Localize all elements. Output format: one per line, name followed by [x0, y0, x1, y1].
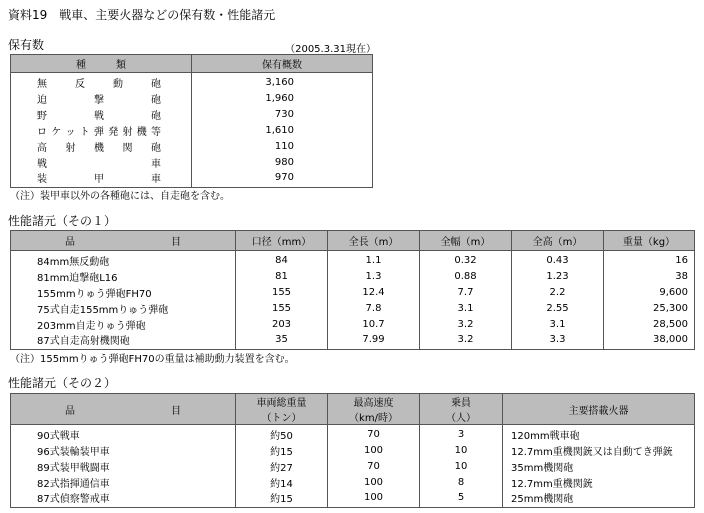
caliber-cell: 203 [236, 316, 328, 332]
table-row [11, 170, 373, 188]
max-speed-cell: 70 [328, 425, 420, 443]
type-label [37, 155, 161, 170]
length-cell: 7.99 [328, 332, 420, 350]
height-cell: 2.2 [512, 284, 604, 300]
count-cell: 110 [192, 138, 373, 154]
header-crew [420, 394, 503, 425]
type-label [37, 170, 161, 185]
length-cell: 7.8 [328, 300, 420, 316]
max-speed-cell: 100 [328, 474, 420, 490]
count-cell: 980 [192, 154, 373, 170]
holdings-note: （注）装甲車以外の各種砲には、自走砲を含む。 [10, 191, 230, 202]
width-cell: 0.32 [420, 251, 512, 269]
type-cell [11, 122, 192, 138]
weapons-cell: 120mm戦車砲 [503, 425, 695, 443]
type-cell [11, 170, 192, 188]
item-cell: 155mmりゅう弾砲FH70 [11, 284, 236, 300]
type-char: 弾 [94, 126, 104, 138]
table-row [11, 458, 695, 474]
item-cell: 82式指揮通信車 [11, 474, 236, 490]
item-cell: 96式装輪装甲車 [11, 442, 236, 458]
weight-cell: 38,000 [604, 332, 695, 350]
item-cell: 203mm自走りゅう弾砲 [11, 316, 236, 332]
height-cell: 3.3 [512, 332, 604, 350]
holdings-table [10, 54, 373, 188]
type-char: 戦 [37, 158, 47, 170]
crew-cell: 8 [420, 474, 503, 490]
weight-cell: 25,300 [604, 300, 695, 316]
spec1-note: （注）155mmりゅう弾砲FH70の重量は補助動力装置を含む。 [10, 354, 295, 365]
header-line: 乗員 [451, 398, 471, 409]
type-char: ロ [37, 126, 47, 138]
spec2-table [10, 393, 695, 508]
type-char: 機 [136, 126, 147, 138]
vehicle-weight-cell: 約15 [236, 442, 328, 458]
item-cell: 90式戦車 [11, 425, 236, 443]
header-length: 全長（m） [328, 231, 420, 251]
header-width: 全幅（m） [420, 231, 512, 251]
crew-cell: 10 [420, 458, 503, 474]
caliber-cell: 84 [236, 251, 328, 269]
type-cell [11, 154, 192, 170]
type-char: ト [79, 126, 90, 138]
table-row [11, 90, 373, 106]
header-line: 最高速度 [353, 398, 394, 409]
table-row [11, 73, 373, 91]
type-char: 車 [151, 158, 161, 170]
type-char: 野 [37, 110, 47, 122]
length-cell: 1.3 [328, 268, 420, 284]
type-label [37, 123, 161, 138]
spec1-heading: 性能諸元（その１） [8, 214, 117, 228]
width-cell: 3.1 [420, 300, 512, 316]
header-height: 全高（m） [512, 231, 604, 251]
type-label [37, 139, 161, 154]
caliber-cell: 35 [236, 332, 328, 350]
type-label [37, 91, 161, 106]
weight-cell: 16 [604, 251, 695, 269]
width-cell: 3.2 [420, 316, 512, 332]
header-vehicle-weight [236, 394, 328, 425]
header-line: （トン） [261, 413, 302, 424]
length-cell: 10.7 [328, 316, 420, 332]
table-row [11, 490, 695, 508]
type-char: 機 [94, 142, 104, 154]
type-char: 撃 [94, 94, 104, 106]
table-row [11, 425, 695, 443]
type-char: 戦 [94, 110, 104, 122]
header-item [11, 394, 236, 425]
type-label [37, 75, 161, 90]
holdings-date: （2005.3.31現在） [285, 44, 376, 55]
type-cell [11, 106, 192, 122]
header-caliber: 口径（mm） [236, 231, 328, 251]
vehicle-weight-cell: 約27 [236, 458, 328, 474]
type-cell [11, 90, 192, 106]
max-speed-cell: 100 [328, 490, 420, 508]
table-row [11, 316, 695, 332]
weight-cell: 9,600 [604, 284, 695, 300]
item-cell: 87式自走高射機関砲 [11, 332, 236, 350]
type-char: 装 [37, 174, 47, 185]
weapons-cell: 35mm機関砲 [503, 458, 695, 474]
crew-cell: 3 [420, 425, 503, 443]
crew-cell: 5 [420, 490, 503, 508]
table-row [11, 122, 373, 138]
width-cell: 3.2 [420, 332, 512, 350]
height-cell: 1.23 [512, 268, 604, 284]
type-cell [11, 138, 192, 154]
type-char: ッ [65, 126, 76, 138]
type-label [37, 107, 161, 122]
document-title: 資料19 戦車、主要火器などの保有数・性能諸元 [8, 8, 276, 22]
table-row [11, 106, 373, 122]
header-item-char: 目 [171, 405, 181, 417]
type-char: ケ [51, 126, 62, 138]
type-char: 砲 [151, 110, 161, 122]
height-cell: 2.55 [512, 300, 604, 316]
header-weapons: 主要搭載火器 [503, 394, 695, 425]
table-row [11, 268, 695, 284]
table-row [11, 300, 695, 316]
item-cell: 75式自走155mmりゅう弾砲 [11, 300, 236, 316]
type-char: 砲 [151, 94, 161, 106]
weapons-cell: 12.7mm重機関銃又は自動てき弾銃 [503, 442, 695, 458]
spec1-table [10, 230, 695, 350]
type-char: 砲 [151, 79, 161, 90]
type-char: 無 [37, 79, 47, 90]
height-cell: 3.1 [512, 316, 604, 332]
header-count: 保有概数 [192, 55, 373, 73]
weight-cell: 28,500 [604, 316, 695, 332]
table-row [11, 474, 695, 490]
item-cell: 84mm無反動砲 [11, 251, 236, 269]
type-char: 砲 [151, 142, 161, 154]
width-cell: 0.88 [420, 268, 512, 284]
type-char: 等 [151, 126, 161, 138]
header-item-char: 目 [171, 237, 181, 248]
spec2-heading: 性能諸元（その２） [8, 376, 117, 390]
header-line: （km/時） [349, 413, 398, 424]
table-row [11, 442, 695, 458]
table-row [11, 284, 695, 300]
table-row [11, 138, 373, 154]
max-speed-cell: 100 [328, 442, 420, 458]
type-char: 射 [65, 142, 76, 154]
type-char: 反 [75, 79, 85, 90]
count-cell: 730 [192, 106, 373, 122]
type-char: 甲 [94, 174, 104, 185]
type-char: 車 [151, 174, 161, 185]
type-char: 高 [37, 142, 47, 154]
count-cell: 970 [192, 170, 373, 188]
header-max-speed [328, 394, 420, 425]
type-char: 関 [122, 142, 133, 154]
header-type: 種 類 [11, 55, 192, 73]
width-cell: 7.7 [420, 284, 512, 300]
count-cell: 3,160 [192, 73, 373, 91]
type-char: 射 [122, 126, 133, 138]
height-cell: 0.43 [512, 251, 604, 269]
length-cell: 1.1 [328, 251, 420, 269]
caliber-cell: 81 [236, 268, 328, 284]
type-cell [11, 73, 192, 91]
weapons-cell: 12.7mm重機関銃 [503, 474, 695, 490]
max-speed-cell: 70 [328, 458, 420, 474]
vehicle-weight-cell: 約15 [236, 490, 328, 508]
vehicle-weight-cell: 約14 [236, 474, 328, 490]
crew-cell: 10 [420, 442, 503, 458]
item-cell: 87式偵察警戒車 [11, 490, 236, 508]
type-char: 動 [113, 79, 123, 90]
weapons-cell: 25mm機関砲 [503, 490, 695, 508]
table-row [11, 251, 695, 269]
header-line: 車両総重量 [256, 398, 307, 409]
table-row [11, 154, 373, 170]
vehicle-weight-cell: 約50 [236, 425, 328, 443]
table-row [11, 332, 695, 350]
type-char: 発 [108, 126, 119, 138]
count-cell: 1,610 [192, 122, 373, 138]
item-cell: 81mm迫撃砲L16 [11, 268, 236, 284]
header-weight: 重量（kg） [604, 231, 695, 251]
weight-cell: 38 [604, 268, 695, 284]
header-item-char: 品 [65, 405, 75, 417]
holdings-heading: 保有数 [8, 38, 45, 52]
caliber-cell: 155 [236, 300, 328, 316]
header-item [11, 231, 236, 251]
header-item-char: 品 [65, 237, 75, 248]
header-line: （人） [446, 413, 476, 424]
caliber-cell: 155 [236, 284, 328, 300]
type-char: 迫 [37, 94, 47, 106]
item-cell: 89式装甲戦闘車 [11, 458, 236, 474]
length-cell: 12.4 [328, 284, 420, 300]
count-cell: 1,960 [192, 90, 373, 106]
